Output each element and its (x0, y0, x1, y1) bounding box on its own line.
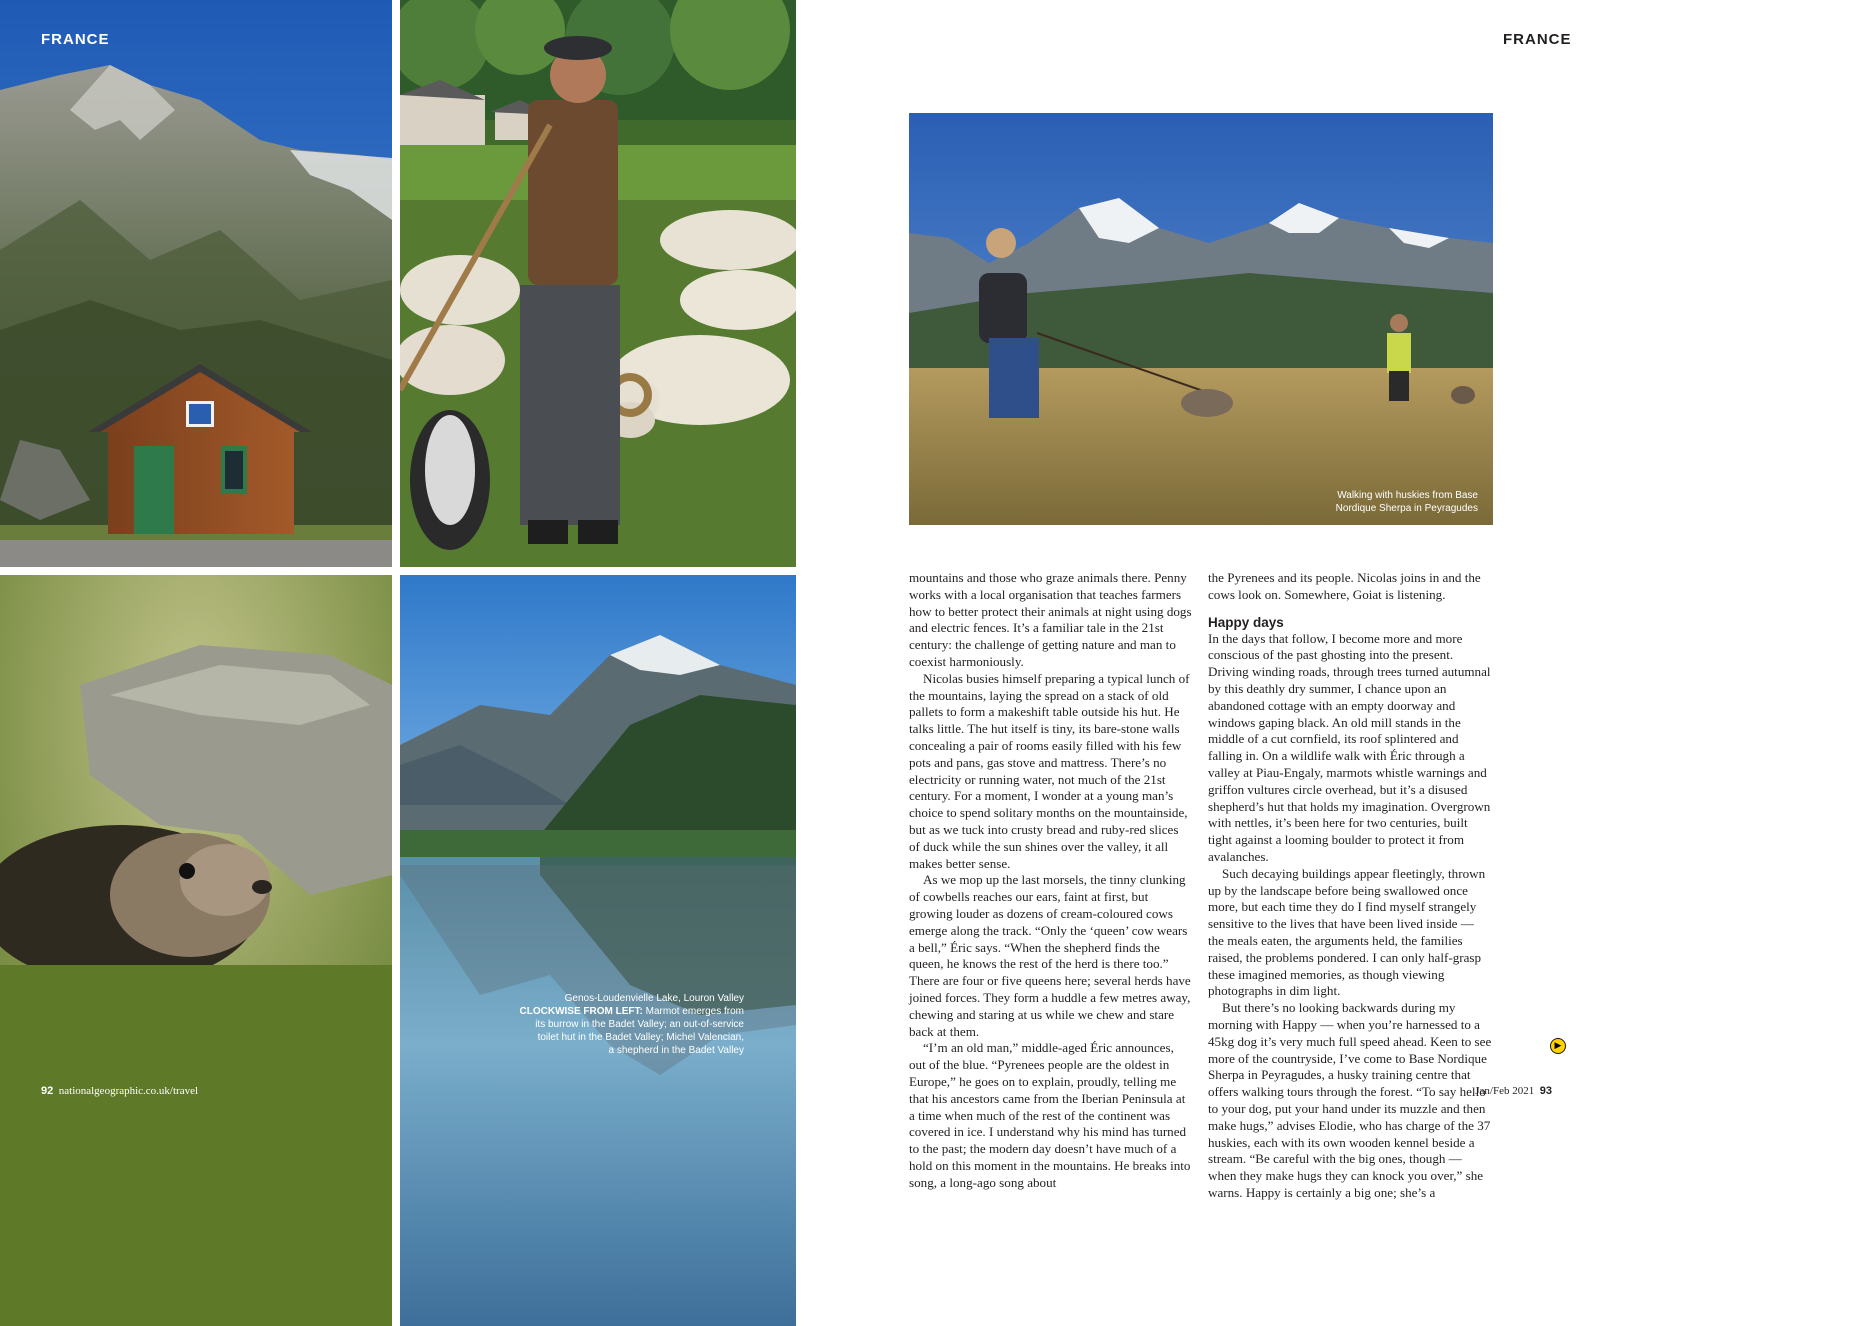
folio-left (41, 1085, 198, 1097)
paragraph: “I’m an old man,” middle-aged Éric announces, out of the blue. “Pyrenees people are the oldest in Europe,” he goes on to explain, proudly, telling me that his ancestors came from the Iberian Peninsula at a time when much of the rest of the continent was covered in ice. I understand why his mind has turned to the past; the modern day doesn’t have much of a hold on this moment in the mountains. He breaks into song, a long-ago song about (909, 1040, 1191, 1190)
huskies-caption: Walking with huskies from Base Nordique Sherpa in Peyragudes (1335, 490, 1478, 514)
paragraph: Nicolas busies himself preparing a typical lunch of the mountains, laying the spread on a stack of old pallets to form a makeshift table outside his hut. He talks little. The hut itself is tiny, its bare-stone walls concealing a pair of rooms easily filled with his few pots and pans, gas stove and mattress. There’s no electricity or running water, not much of the 21st century. For a moment, I wonder at a young man’s choice to spend solitary months on the mountainside, but as we tuck into crusty bread and ruby-red slices of duck while the sun shines over the valley, it all makes better sense. (909, 670, 1190, 871)
chevron-right-icon[interactable]: ▶ (1550, 1038, 1566, 1054)
folio-issue: Jan/Feb 2021 (1475, 1085, 1535, 1097)
article-column-2 (1208, 570, 1493, 1202)
clockwise-caption: CLOCKWISE FROM LEFT: Marmot emerges from (519, 1006, 744, 1017)
folio-url: nationalgeographic.co.uk/travel (58, 1085, 199, 1097)
section-tag-right: FRANCE (1503, 31, 1572, 48)
page-number-left: 92 (41, 1085, 54, 1097)
paragraph: In the days that follow, I become more and more conscious of the past ghosting into the present. Driving winding roads, through trees turned autumnal by this deathly dry summer, I chance upon an abandoned cottage with an empty doorway and windows gaping black. An old mill stands in the middle of a cut cornfield, its roof splintered and falling in. On a wildlife walk with Éric through a valley at Piau-Engaly, marmots whistle warnings and griffon vultures circle overhead, but it’s a disused shepherd’s hut that holds my imagination. Overgrown with nettles, it’s been here for two centuries, built tight against a looming boulder to protect it from avalanches. (1208, 630, 1491, 864)
photo-marmot (0, 575, 392, 1326)
photo-lake (400, 575, 796, 1326)
photo-caption-left: Genos-Loudenvielle Lake, Louron Valley CLOCKWISE FROM LEFT: Marmot emerges from its burrow in the Badet Valley; an out-of-service toilet hut in the Badet Valley; Michel Valencian, a shepherd in the Badet Valley (470, 992, 744, 1057)
paragraph: the Pyrenees and its people. Nicolas joins in and the cows look on. Somewhere, Goiat is listening. (1208, 570, 1481, 602)
photo-shepherd (400, 0, 796, 567)
paragraph: Such decaying buildings appear fleetingly, thrown up by the landscape before being swallowed once more, but each time they do I find myself strangely sensitive to the lives that have been lived inside — the meals eaten, the arguments held, the families raised, the problems pondered. I can only half-grasp these imagined memories, as though viewing photographs in dim light. (1208, 865, 1486, 999)
clockwise-label: CLOCKWISE FROM LEFT: (519, 1006, 643, 1017)
paragraph: As we mop up the last morsels, the tinny clunking of cowbells reaches our ears, faint at first, but growing louder as dozens of cream-coloured cows emerge along the track. “Only the ‘queen’ cow wears a bell,” Éric says. “When the shepherd finds the queen, he knows the rest of the herd is there too.” There are four or five queens here; several herds have joined forces. They form a huddle a few metres away, chewing and staring at us while we chew and stare back at them. (909, 872, 1191, 1039)
folio-right (1460, 1085, 1552, 1097)
paragraph: But there’s no looking backwards during my morning with Happy — when you’re harnessed to a 45kg dog it’s very much full speed ahead. Keen to see more of the countryside, I’ve come to Base Nordique Sherpa in Peyragudes, a husky training centre that offers walking tours through the forest. “To say hello to your dog, put your hand under its muzzle and then make hugs,” advises Elodie, who has charge of the 37 huskies, each with its own wooden kennel beside a stream. “Be careful with the big ones, though — when they make hugs they can knock you over,” she warns. Happy is certainly a big one; she’s a (1208, 1000, 1492, 1200)
page-number-right: 93 (1539, 1085, 1552, 1097)
section-tag-left: FRANCE (41, 31, 110, 48)
photo-huskies (909, 113, 1493, 525)
lake-caption: Genos-Loudenvielle Lake, Louron Valley (564, 993, 744, 1004)
subheading: Happy days (1208, 614, 1284, 630)
photo-mountain-hut (0, 0, 392, 567)
article-column-1 (909, 570, 1192, 1191)
paragraph: mountains and those who graze animals there. Penny works with a local organisation that teaches farmers how to better protect their animals at night using dogs and electric fences. It’s a familiar tale in the 21st century: the challenge of getting nature and man to coexist harmoniously. (909, 570, 1192, 669)
